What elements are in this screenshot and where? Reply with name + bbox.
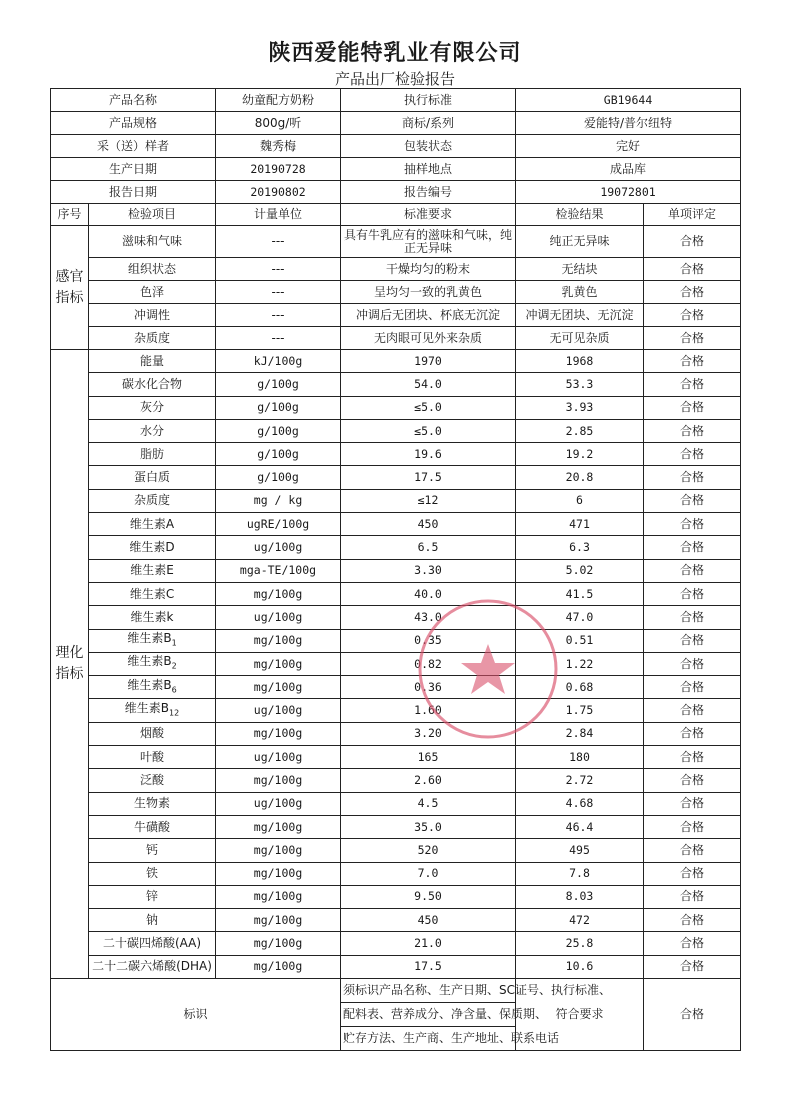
label-requirement-line: 须标识产品名称、生产日期、SC证号、执行标准、 (341, 979, 516, 1003)
item-unit: mg/100g (216, 582, 341, 605)
item-evaluation: 合格 (644, 746, 741, 769)
item-evaluation: 合格 (644, 582, 741, 605)
item-name (89, 419, 216, 442)
item-requirement: 35.0 (341, 815, 516, 838)
item-result: 0.51 (516, 629, 644, 652)
physchem-row (51, 676, 741, 699)
label-result: 符合要求 (516, 979, 644, 1051)
item-result: 10.6 (516, 955, 644, 978)
item-name (89, 909, 216, 932)
item-result: 2.72 (516, 769, 644, 792)
item-unit: g/100g (216, 466, 341, 489)
info-value: 完好 (516, 135, 741, 158)
item-result: 6 (516, 489, 644, 512)
item-evaluation: 合格 (644, 443, 741, 466)
item-unit: g/100g (216, 373, 341, 396)
item-result: 乳黄色 (516, 281, 644, 304)
item-name (89, 489, 216, 512)
item-subscript: 1 (171, 638, 177, 648)
info-label: 报告编号 (341, 181, 516, 204)
info-label: 生产日期 (51, 158, 216, 181)
item-requirement: 3.20 (341, 722, 516, 745)
item-unit: ug/100g (216, 792, 341, 815)
item-name (89, 792, 216, 815)
physchem-row (51, 396, 741, 419)
physchem-row (51, 699, 741, 722)
item-name (89, 769, 216, 792)
item-result: 471 (516, 513, 644, 536)
physchem-row (51, 536, 741, 559)
item-name-text: 维生素B (127, 654, 172, 669)
item-unit: --- (216, 258, 341, 281)
item-evaluation: 合格 (644, 862, 741, 885)
item-evaluation: 合格 (644, 769, 741, 792)
item-evaluation: 合格 (644, 909, 741, 932)
item-requirement: 0.35 (341, 629, 516, 652)
item-evaluation: 合格 (644, 652, 741, 675)
item-evaluation: 合格 (644, 699, 741, 722)
physchem-row (51, 746, 741, 769)
item-result: 180 (516, 746, 644, 769)
info-row (51, 112, 741, 135)
column-header: 标准要求 (341, 204, 516, 226)
item-name-text: 二十二碳六烯酸(DHA) (92, 959, 212, 974)
item-evaluation: 合格 (644, 489, 741, 512)
info-value: 爱能特/普尔纽特 (516, 112, 741, 135)
item-evaluation: 合格 (644, 606, 741, 629)
item-name-text: 维生素D (129, 540, 175, 555)
info-value: GB19644 (516, 89, 741, 112)
item-result: 6.3 (516, 536, 644, 559)
column-header: 检验结果 (516, 204, 644, 226)
item-evaluation: 合格 (644, 419, 741, 442)
item-result: 4.68 (516, 792, 644, 815)
physchem-group-label: 理化指标 (51, 350, 89, 979)
item-requirement: 0.82 (341, 652, 516, 675)
item-result: 7.8 (516, 862, 644, 885)
item-result: 25.8 (516, 932, 644, 955)
physchem-row (51, 769, 741, 792)
item-unit: mg/100g (216, 815, 341, 838)
physchem-row (51, 443, 741, 466)
item-name (89, 443, 216, 466)
item-name-text: 生物素 (134, 796, 171, 811)
physchem-row (51, 582, 741, 605)
item-name-text: 铁 (146, 866, 159, 881)
info-value: 成品库 (516, 158, 741, 181)
item-unit: mga-TE/100g (216, 559, 341, 582)
info-value: 20190728 (216, 158, 341, 181)
info-value: 幼童配方奶粉 (216, 89, 341, 112)
item-name-text: 锌 (146, 889, 159, 904)
item-result: 53.3 (516, 373, 644, 396)
info-row (51, 89, 741, 112)
physchem-row (51, 792, 741, 815)
column-header: 计量单位 (216, 204, 341, 226)
physchem-row (51, 909, 741, 932)
item-requirement: 520 (341, 839, 516, 862)
item-evaluation: 合格 (644, 258, 741, 281)
info-label: 商标/系列 (341, 112, 516, 135)
item-requirement: 40.0 (341, 582, 516, 605)
item-name (89, 629, 216, 652)
item-unit: ug/100g (216, 536, 341, 559)
item-requirement: 19.6 (341, 443, 516, 466)
info-row (51, 158, 741, 181)
item-requirement: 4.5 (341, 792, 516, 815)
item-name-text: 杂质度 (134, 493, 171, 508)
item-requirement: 165 (341, 746, 516, 769)
label-evaluation: 合格 (644, 979, 741, 1051)
inspection-table (50, 88, 741, 1051)
physchem-row (51, 559, 741, 582)
info-label: 执行标准 (341, 89, 516, 112)
item-evaluation: 合格 (644, 327, 741, 350)
item-name-text: 维生素B (127, 677, 172, 692)
item-requirement: ≤5.0 (341, 419, 516, 442)
item-subscript: 6 (171, 685, 177, 694)
item-name: 杂质度 (89, 327, 216, 350)
physchem-row (51, 652, 741, 675)
physchem-row (51, 350, 741, 373)
info-value: 20190802 (216, 181, 341, 204)
item-evaluation: 合格 (644, 513, 741, 536)
item-evaluation: 合格 (644, 676, 741, 699)
item-unit: ug/100g (216, 746, 341, 769)
item-name-text: 钙 (146, 842, 159, 857)
item-name: 冲调性 (89, 304, 216, 327)
item-requirement: 43.0 (341, 606, 516, 629)
item-name (89, 862, 216, 885)
item-requirement: 54.0 (341, 373, 516, 396)
item-requirement: 3.30 (341, 559, 516, 582)
item-name: 组织状态 (89, 258, 216, 281)
item-subscript: 2 (171, 661, 177, 671)
physchem-row (51, 419, 741, 442)
column-header: 检验项目 (89, 204, 216, 226)
item-unit: mg/100g (216, 839, 341, 862)
column-header-row (51, 204, 741, 226)
info-value: 19072801 (516, 181, 741, 204)
item-name (89, 606, 216, 629)
sensory-row (51, 281, 741, 304)
item-name-text: 钠 (146, 912, 159, 927)
item-name (89, 373, 216, 396)
item-result: 472 (516, 909, 644, 932)
item-evaluation: 合格 (644, 629, 741, 652)
item-evaluation: 合格 (644, 226, 741, 258)
item-requirement: ≤12 (341, 489, 516, 512)
item-result: 2.84 (516, 722, 644, 745)
item-unit: mg/100g (216, 652, 341, 675)
item-name: 滋味和气味 (89, 226, 216, 258)
item-result: 3.93 (516, 396, 644, 419)
item-name (89, 582, 216, 605)
physchem-row (51, 373, 741, 396)
item-unit: g/100g (216, 396, 341, 419)
item-name-text: 能量 (140, 353, 165, 368)
label-row (51, 979, 741, 1003)
item-unit: mg/100g (216, 909, 341, 932)
physchem-row (51, 722, 741, 745)
item-requirement: 无肉眼可见外来杂质 (341, 327, 516, 350)
item-requirement: 450 (341, 909, 516, 932)
item-unit: mg/100g (216, 862, 341, 885)
item-unit: mg/100g (216, 932, 341, 955)
info-label: 产品规格 (51, 112, 216, 135)
item-name-text: 水分 (140, 423, 165, 438)
item-name (89, 839, 216, 862)
info-label: 包装状态 (341, 135, 516, 158)
item-result: 冲调无团块、无沉淀 (516, 304, 644, 327)
item-name (89, 536, 216, 559)
info-label: 抽样地点 (341, 158, 516, 181)
item-unit: mg/100g (216, 955, 341, 978)
item-name-text: 牛磺酸 (134, 819, 171, 834)
item-result: 41.5 (516, 582, 644, 605)
item-result: 20.8 (516, 466, 644, 489)
physchem-row (51, 606, 741, 629)
item-result: 5.02 (516, 559, 644, 582)
item-unit: ugRE/100g (216, 513, 341, 536)
item-result: 0.68 (516, 676, 644, 699)
item-name (89, 350, 216, 373)
item-requirement: 呈均匀一致的乳黄色 (341, 281, 516, 304)
label-requirement-line: 配料表、营养成分、净含量、保质期、 (341, 1003, 516, 1027)
item-evaluation: 合格 (644, 839, 741, 862)
item-evaluation: 合格 (644, 559, 741, 582)
item-name-text: 烟酸 (140, 726, 165, 741)
column-header: 单项评定 (644, 204, 741, 226)
physchem-row (51, 513, 741, 536)
item-result: 495 (516, 839, 644, 862)
item-unit: mg/100g (216, 769, 341, 792)
item-name-text: 叶酸 (140, 749, 165, 764)
item-evaluation: 合格 (644, 792, 741, 815)
item-requirement: 1.60 (341, 699, 516, 722)
item-evaluation: 合格 (644, 722, 741, 745)
item-name (89, 559, 216, 582)
item-result: 纯正无异味 (516, 226, 644, 258)
sensory-row (51, 226, 741, 258)
item-evaluation: 合格 (644, 932, 741, 955)
item-unit: g/100g (216, 443, 341, 466)
item-requirement: 2.60 (341, 769, 516, 792)
item-requirement: 17.5 (341, 955, 516, 978)
physchem-row (51, 839, 741, 862)
label-item: 标识 (51, 979, 341, 1051)
physchem-row (51, 955, 741, 978)
item-evaluation: 合格 (644, 536, 741, 559)
item-name (89, 676, 216, 699)
physchem-row (51, 489, 741, 512)
item-result: 1968 (516, 350, 644, 373)
item-requirement: 7.0 (341, 862, 516, 885)
item-name-text: 维生素B (124, 700, 170, 715)
item-name: 色泽 (89, 281, 216, 304)
item-evaluation: 合格 (644, 815, 741, 838)
item-requirement: 1970 (341, 350, 516, 373)
item-name-text: 蛋白质 (134, 470, 171, 485)
item-name (89, 955, 216, 978)
item-result: 无结块 (516, 258, 644, 281)
item-name (89, 932, 216, 955)
item-name-text: 脂肪 (140, 446, 165, 461)
item-unit: kJ/100g (216, 350, 341, 373)
sensory-row (51, 327, 741, 350)
item-evaluation: 合格 (644, 281, 741, 304)
item-evaluation: 合格 (644, 885, 741, 908)
item-unit: g/100g (216, 419, 341, 442)
company-name: 陕西爱能特乳业有限公司 (268, 41, 522, 66)
item-name (89, 746, 216, 769)
item-unit: ug/100g (216, 606, 341, 629)
item-result: 无可见杂质 (516, 327, 644, 350)
item-name (89, 396, 216, 419)
item-unit: mg/100g (216, 885, 341, 908)
item-evaluation: 合格 (644, 466, 741, 489)
info-row (51, 181, 741, 204)
item-unit: --- (216, 304, 341, 327)
info-value: 魏秀梅 (216, 135, 341, 158)
physchem-row (51, 466, 741, 489)
item-requirement: 干燥均匀的粉末 (341, 258, 516, 281)
item-name (89, 466, 216, 489)
item-result: 8.03 (516, 885, 644, 908)
info-label: 产品名称 (51, 89, 216, 112)
item-name (89, 815, 216, 838)
item-requirement: 6.5 (341, 536, 516, 559)
item-evaluation: 合格 (644, 350, 741, 373)
item-name-text: 泛酸 (140, 772, 165, 787)
item-subscript: 12 (169, 708, 180, 718)
item-name-text: 灰分 (140, 400, 165, 415)
item-name (89, 722, 216, 745)
item-result: 19.2 (516, 443, 644, 466)
physchem-row (51, 815, 741, 838)
item-unit: --- (216, 226, 341, 258)
item-name (89, 699, 216, 722)
item-requirement: 0.36 (341, 676, 516, 699)
item-name-text: 二十碳四烯酸(AA) (102, 936, 202, 951)
sensory-group-label: 感官指标 (51, 226, 89, 350)
physchem-row (51, 862, 741, 885)
item-unit: mg/100g (216, 629, 341, 652)
item-requirement: ≤5.0 (341, 396, 516, 419)
item-unit: --- (216, 281, 341, 304)
item-result: 2.85 (516, 419, 644, 442)
physchem-row (51, 885, 741, 908)
label-requirement-line: 贮存方法、生产商、生产地址、联系电话 (341, 1027, 516, 1051)
item-evaluation: 合格 (644, 304, 741, 327)
item-requirement: 21.0 (341, 932, 516, 955)
item-requirement: 17.5 (341, 466, 516, 489)
item-evaluation: 合格 (644, 396, 741, 419)
item-result: 1.22 (516, 652, 644, 675)
item-result: 47.0 (516, 606, 644, 629)
item-name-text: 维生素B (127, 631, 172, 646)
item-name-text: 维生素A (129, 516, 175, 531)
item-name-text: 维生素k (130, 609, 174, 624)
item-unit: mg/100g (216, 676, 341, 699)
item-name-text: 碳水化合物 (122, 376, 183, 391)
info-row (51, 135, 741, 158)
sensory-row (51, 304, 741, 327)
report-title: 产品出厂检验报告 (334, 70, 455, 88)
item-requirement: 冲调后无团块、杯底无沉淀 (341, 304, 516, 327)
item-name (89, 513, 216, 536)
column-header: 序号 (51, 204, 89, 226)
info-value: 800g/听 (216, 112, 341, 135)
item-result: 46.4 (516, 815, 644, 838)
item-unit: ug/100g (216, 699, 341, 722)
sensory-row (51, 258, 741, 281)
item-name (89, 885, 216, 908)
item-evaluation: 合格 (644, 373, 741, 396)
item-result: 1.75 (516, 699, 644, 722)
physchem-row (51, 932, 741, 955)
item-name-text: 维生素E (130, 563, 174, 578)
info-label: 报告日期 (51, 181, 216, 204)
item-requirement: 9.50 (341, 885, 516, 908)
item-unit: mg / kg (216, 489, 341, 512)
item-requirement: 具有牛乳应有的滋味和气味，纯正无异味 (341, 226, 516, 258)
item-requirement: 450 (341, 513, 516, 536)
item-unit: mg/100g (216, 722, 341, 745)
item-unit: --- (216, 327, 341, 350)
item-name (89, 652, 216, 675)
item-name-text: 维生素C (129, 586, 175, 601)
info-label: 采（送）样者 (51, 135, 216, 158)
item-evaluation: 合格 (644, 955, 741, 978)
physchem-row (51, 629, 741, 652)
